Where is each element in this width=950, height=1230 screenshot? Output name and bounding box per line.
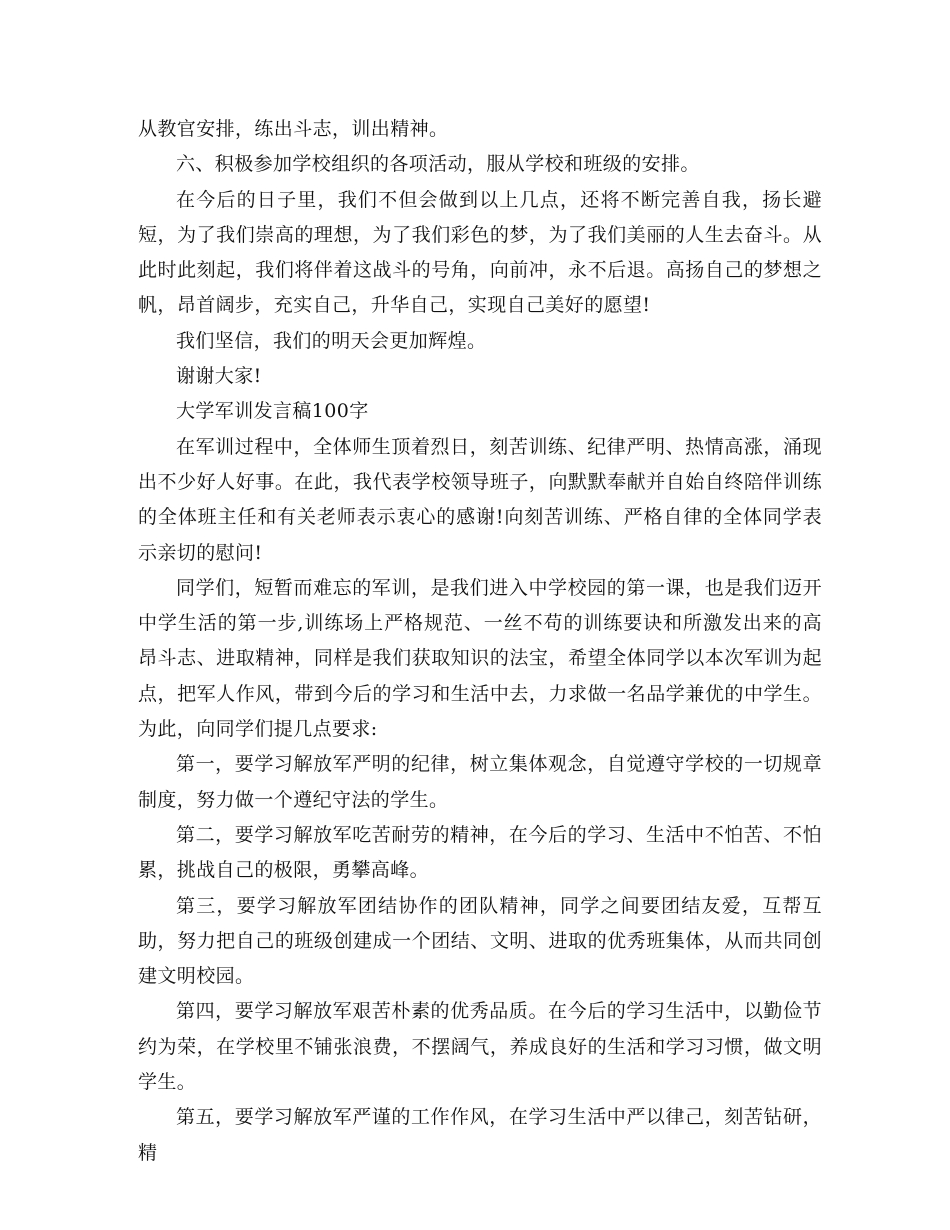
paragraph-2: 六、积极参加学校组织的各项活动，服从学校和班级的安排。 bbox=[176, 153, 700, 176]
paragraph-7: 在军训过程中，全体师生顶着烈日，刻苦训练、纪律严明、热情高涨，涌现出不少好人好事。在此，我代表学校领导班子，向默默奉献并自始自终陪伴训练的全体班主任和有关老师表示衷心的感谢!向刻苦训练、严格自律的全体同学表示亲切的慰问! bbox=[138, 435, 822, 564]
paragraph-10: 第二，要学习解放军吃苦耐劳的精神，在今后的学习、生活中不怕苦、不怕累，挑战自己的极限，勇攀高峰。 bbox=[138, 823, 822, 882]
paragraph-12: 第四，要学习解放军艰苦朴素的优秀品质。在今后的学习生活中，以勤俭节约为荣，在学校里不铺张浪费，不摆阔气，养成良好的生活和学习习惯，做文明学生。 bbox=[138, 1000, 822, 1094]
paragraph-4: 我们坚信，我们的明天会更加辉煌。 bbox=[176, 329, 487, 352]
paragraph-8: 同学们，短暂而难忘的军训，是我们进入中学校园的第一课，也是我们迈开中学生活的第一步,训练场上严格规范、一丝不苟的训练要诀和所激发出来的高昂斗志、进取精神，同样是我们获取知识的法宝，希望全体同学以本次军训为起点，把军人作风，带到今后的学习和生活中去，力求做一名品学兼优的中学生。为此，向同学们提几点要求: bbox=[138, 576, 822, 741]
paragraph-11: 第三，要学习解放军团结协作的团队精神，同学之间要团结友爱，互帮互助，努力把自己的班级创建成一个团结、文明、进取的优秀班集体，从而共同创建文明校园。 bbox=[138, 894, 822, 988]
paragraph-3: 在今后的日子里，我们不但会做到以上几点，还将不断完善自我，扬长避短，为了我们崇高的理想，为了我们彩色的梦，为了我们美丽的人生去奋斗。从此时此刻起，我们将伴着这战斗的号角，向前冲，永不后退。高扬自己的梦想之帆，昂首阔步，充实自己，升华自己，实现自己美好的愿望! bbox=[138, 188, 822, 317]
paragraph-5: 谢谢大家! bbox=[176, 365, 262, 388]
document-body bbox=[138, 112, 822, 1171]
section-heading: 大学军训发言稿100字 bbox=[176, 400, 369, 423]
paragraph-9: 第一，要学习解放军严明的纪律，树立集体观念，自觉遵守学校的一切规章制度，努力做一个遵纪守法的学生。 bbox=[138, 753, 822, 811]
paragraph-13: 第五，要学习解放军严谨的工作作风，在学习生活中严以律己，刻苦钻研，精 bbox=[138, 1106, 822, 1164]
paragraph-1: 从教官安排，练出斗志，训出精神。 bbox=[138, 118, 449, 140]
